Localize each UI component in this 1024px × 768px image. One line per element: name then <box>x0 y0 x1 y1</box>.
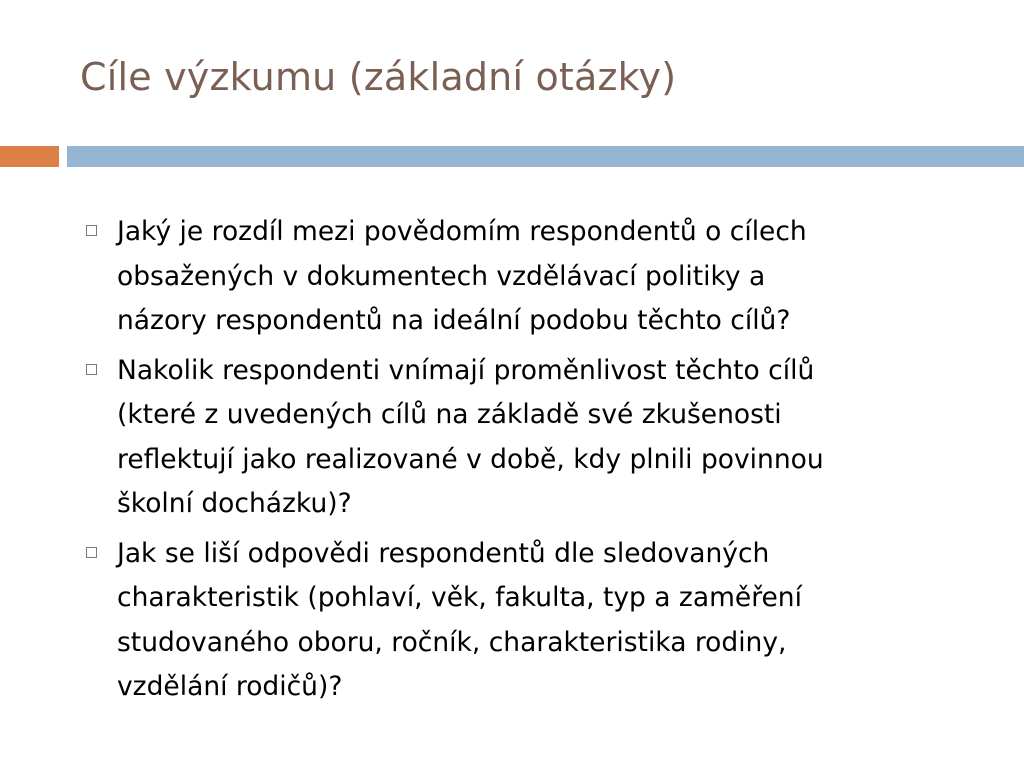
bullet-line: charakteristik (pohlaví, věk, fakulta, typ a zaměření <box>117 582 802 613</box>
bullet-line: Jak se liší odpovědi respondentů dle sledovaných <box>117 537 770 569</box>
bullet-line: reflektují jako realizované v době, kdy plnili povinnou <box>117 443 824 475</box>
bullet-line: studovaného oboru, ročník, charakteristika rodiny, <box>117 626 787 658</box>
bullet-list <box>82 210 982 715</box>
accent-bar-orange <box>0 146 59 167</box>
hollow-square-bullet-icon <box>86 364 97 375</box>
bullet-line: školní docházku)? <box>117 488 352 519</box>
bullet-line: vzdělání rodičů)? <box>117 671 343 702</box>
bullet-item <box>82 349 982 527</box>
bullet-item <box>82 210 982 344</box>
bullet-line: obsažených v dokumentech vzdělávací politiky a <box>117 260 766 292</box>
hollow-square-bullet-icon <box>86 547 97 558</box>
bullet-line: názory respondentů na ideální podobu těchto cílů? <box>117 305 791 336</box>
bullet-item <box>82 532 982 710</box>
accent-bar-blue <box>67 146 1024 167</box>
bullet-line: Nakolik respondenti vnímají proměnlivost těchto cílů <box>117 354 815 386</box>
hollow-square-bullet-icon <box>86 225 97 236</box>
slide-title: Cíle výzkumu (základní otázky) <box>80 55 677 99</box>
bullet-line: Jaký je rozdíl mezi povědomím respondentů o cílech <box>117 216 807 247</box>
bullet-line: (které z uvedených cílů na základě své zkušenosti <box>117 399 782 430</box>
